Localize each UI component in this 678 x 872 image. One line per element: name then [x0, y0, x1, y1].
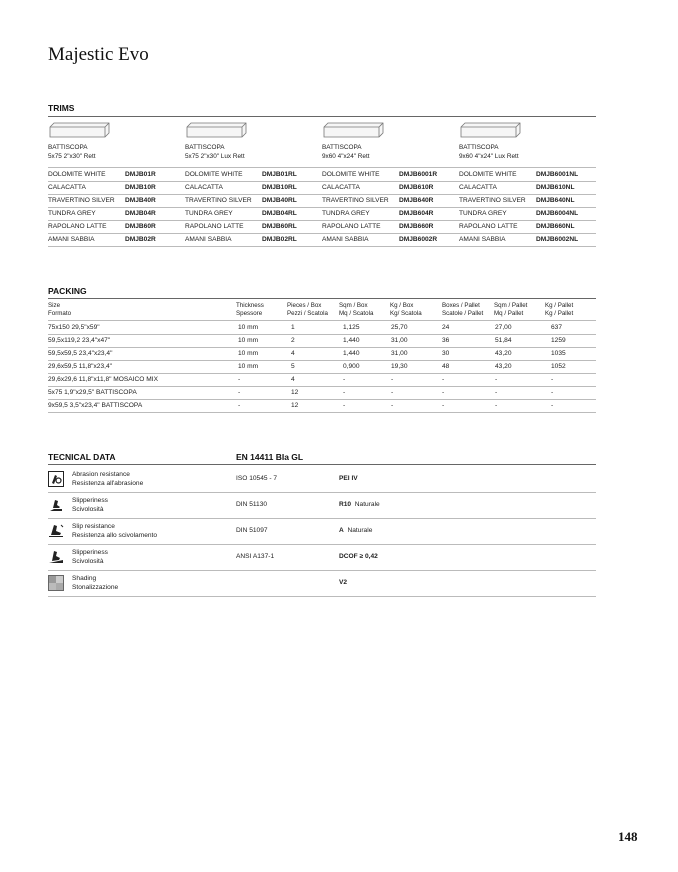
trim-row [48, 233, 596, 247]
trims-rule [48, 116, 596, 117]
tech-label-en: Slip resistance [72, 523, 115, 530]
trim-code: DMJB604R [399, 210, 434, 217]
trim-size: 5x75 2"x30" Lux Rett [185, 152, 245, 160]
header-en: Sqm / Box [339, 302, 368, 309]
trim-name: BATTISCOPA [322, 144, 362, 151]
packing-heading: PACKING [48, 286, 87, 296]
trim-profile-icon [186, 122, 246, 136]
abrasion-icon [48, 471, 64, 487]
packing-rule [48, 298, 596, 299]
tech-label-en: Slipperiness [72, 549, 108, 556]
packing-column-header [339, 302, 373, 318]
trim-color: TRAVERTINO SILVER [48, 197, 115, 204]
shading-icon [48, 575, 64, 591]
packing-cell: 4 [291, 350, 295, 357]
header-it: Pezzi / Scatola [287, 310, 328, 318]
packing-cell: 29,6x59,5 11,8"x23,4" [48, 363, 112, 370]
trim-color: CALACATTA [185, 184, 223, 191]
tech-value-main: V2 [339, 579, 348, 586]
trim-code: DMJB640NL [536, 197, 575, 204]
packing-cell: 31,00 [391, 350, 408, 357]
tech-label-it: Resistenza all'abrasione [72, 479, 144, 487]
tech-label-it: Scivolosità [72, 557, 104, 565]
trim-code: DMJB10R [125, 184, 156, 191]
packing-cell: 43,20 [495, 350, 512, 357]
trim-color: TRAVERTINO SILVER [322, 197, 389, 204]
tech-row [48, 466, 596, 493]
header-it: Mq / Scatola [339, 310, 374, 318]
packing-cell: 2 [291, 337, 295, 344]
trim-name: BATTISCOPA [48, 144, 88, 151]
tech-value-main: R10 [339, 501, 352, 508]
trim-color: AMANI SABBIA [322, 236, 369, 243]
packing-cell: - [495, 402, 498, 409]
trim-row [48, 220, 596, 234]
trim-color: CALACATTA [459, 184, 497, 191]
packing-cell: - [238, 402, 241, 409]
trim-code: DMJB6004NL [536, 210, 579, 217]
trim-color: RAPOLANO LATTE [322, 223, 381, 230]
tech-value-main: DCOF ≥ 0,42 [339, 553, 378, 560]
trim-column [48, 122, 185, 161]
trim-color: TRAVERTINO SILVER [459, 197, 526, 204]
tech-standard: EN 14411 BIa GL [236, 452, 304, 462]
packing-cell: - [442, 376, 445, 383]
packing-column-header [442, 302, 483, 318]
header-en: Kg / Box [390, 302, 414, 309]
packing-cell: - [442, 402, 445, 409]
packing-cell: 1,440 [343, 337, 360, 344]
tech-rule [48, 464, 596, 465]
packing-cell: 0,900 [343, 363, 360, 370]
slip-resistance-icon [48, 523, 64, 539]
trim-size: 9x60 4"x24" Lux Rett [459, 152, 519, 160]
packing-cell: 43,20 [495, 363, 512, 370]
tech-value [339, 527, 372, 534]
trim-color: RAPOLANO LATTE [48, 223, 107, 230]
trim-code: DMJB01RL [262, 171, 297, 178]
header-en: Boxes / Pallet [442, 302, 480, 309]
packing-row [48, 334, 596, 348]
trim-row [48, 207, 596, 221]
trim-profile-icon [323, 122, 383, 136]
tech-label-en: Shading [72, 575, 97, 582]
packing-row [48, 321, 596, 335]
trim-color: DOLOMITE WHITE [322, 171, 380, 178]
header-en: Thickness [236, 302, 264, 309]
trim-code: DMJB6001NL [536, 171, 579, 178]
tech-value-main: A [339, 527, 344, 534]
trim-color: DOLOMITE WHITE [48, 171, 106, 178]
packing-cell: - [238, 376, 241, 383]
packing-cell: 4 [291, 376, 295, 383]
trim-size: 5x75 2"x30" Rett [48, 152, 96, 160]
packing-cell: 1,440 [343, 350, 360, 357]
trim-color: TUNDRA GREY [322, 210, 370, 217]
packing-cell: - [551, 376, 554, 383]
packing-cell: 59,5x59,5 23,4"x23,4" [48, 350, 113, 357]
trim-color: TUNDRA GREY [459, 210, 507, 217]
packing-cell: 10 mm [238, 350, 259, 357]
header-en: Kg / Pallet [545, 302, 574, 309]
header-it: Formato [48, 310, 72, 318]
trim-code: DMJB6002NL [536, 236, 579, 243]
packing-cell: 1035 [551, 350, 566, 357]
trim-code: DMJB04R [125, 210, 156, 217]
trim-column [185, 122, 322, 161]
page-number: 148 [618, 829, 638, 844]
trim-code: DMJB40RL [262, 197, 297, 204]
header-it: Scatole / Pallet [442, 310, 484, 318]
packing-column-header [545, 302, 573, 318]
trim-code: DMJB60RL [262, 223, 297, 230]
tech-value-note: Naturale [354, 501, 380, 508]
header-it: Kg / Pallet [545, 310, 574, 318]
tech-norm: ISO 10545 - 7 [236, 475, 278, 482]
packing-cell: - [551, 389, 554, 396]
trims-heading: TRIMS [48, 103, 75, 113]
tech-value [339, 553, 381, 560]
tech-norm: DIN 51097 [236, 527, 268, 534]
trim-column [322, 122, 459, 161]
packing-column-header [390, 302, 422, 318]
packing-cell: - [343, 376, 346, 383]
packing-cell: 29,6x29,6 11,8"x11,8" MOSAICO MIX [48, 376, 158, 383]
header-it: Kg/ Scatola [390, 310, 422, 318]
packing-cell: 12 [291, 402, 299, 409]
packing-cell: - [442, 389, 445, 396]
tech-value [339, 579, 351, 586]
header-it: Spessore [236, 310, 263, 318]
tech-label-en: Abrasion resistance [72, 471, 130, 478]
packing-cell: - [343, 402, 346, 409]
tech-label-en: Slipperiness [72, 497, 108, 504]
packing-cell: 31,00 [391, 337, 408, 344]
trim-profile-icon [460, 122, 520, 136]
packing-cell: 1052 [551, 363, 566, 370]
packing-cell: - [391, 389, 394, 396]
packing-cell: 24 [442, 324, 450, 331]
tech-row [48, 544, 596, 571]
packing-column-header [48, 302, 71, 318]
packing-row [48, 347, 596, 361]
packing-cell: - [495, 389, 498, 396]
packing-cell: 10 mm [238, 363, 259, 370]
trim-code: DMJB10RL [262, 184, 297, 191]
packing-cell: 51,84 [495, 337, 512, 344]
trim-code: DMJB660R [399, 223, 434, 230]
trim-row [48, 168, 596, 182]
packing-cell: 10 mm [238, 324, 259, 331]
packing-cell: 637 [551, 324, 563, 331]
packing-cell: 5x75 1,9"x29,5" BATTISCOPA [48, 389, 137, 396]
tech-norm: ANSI A137-1 [236, 553, 275, 560]
packing-cell: - [238, 389, 241, 396]
slipperiness-icon [48, 549, 64, 565]
trim-color: CALACATTA [48, 184, 86, 191]
packing-cell: 48 [442, 363, 450, 370]
trim-color: RAPOLANO LATTE [459, 223, 518, 230]
packing-cell: 27,00 [495, 324, 512, 331]
packing-cell: 25,70 [391, 324, 408, 331]
page-title: Majestic Evo [48, 44, 149, 65]
tech-value [339, 475, 361, 482]
packing-cell: 1,125 [343, 324, 360, 331]
packing-cell: - [343, 389, 346, 396]
tech-label-it: Resistenza allo scivolamento [72, 531, 158, 539]
trim-color: RAPOLANO LATTE [185, 223, 244, 230]
packing-cell: - [495, 376, 498, 383]
tech-row [48, 492, 596, 519]
trim-code: DMJB02R [125, 236, 156, 243]
tech-value-note: Naturale [347, 527, 373, 534]
tech-heading: TECNICAL DATA [48, 452, 116, 462]
packing-cell: 59,5x119,2 23,4"x47" [48, 337, 111, 344]
packing-cell: - [391, 376, 394, 383]
packing-cell: 12 [291, 389, 299, 396]
trim-color: AMANI SABBIA [48, 236, 95, 243]
packing-column-header [287, 302, 328, 318]
trim-code: DMJB6001R [399, 171, 438, 178]
header-it: Mq / Pallet [494, 310, 524, 318]
packing-column-header [236, 302, 264, 318]
trim-color: AMANI SABBIA [459, 236, 506, 243]
packing-row [48, 373, 596, 387]
slip-icon [48, 497, 64, 513]
packing-cell: - [391, 402, 394, 409]
packing-cell: 19,30 [391, 363, 408, 370]
packing-cell: 75x150 29,5"x59" [48, 324, 100, 331]
packing-cell: 1259 [551, 337, 566, 344]
trim-color: DOLOMITE WHITE [185, 171, 243, 178]
trim-code: DMJB60R [125, 223, 156, 230]
packing-cell: 5 [291, 363, 295, 370]
tech-label-it: Stonalizzazione [72, 583, 119, 591]
trim-profile-icon [49, 122, 109, 136]
trim-color: DOLOMITE WHITE [459, 171, 517, 178]
trim-color: TUNDRA GREY [185, 210, 233, 217]
header-en: Sqm / Pallet [494, 302, 528, 309]
trim-code: DMJB6002R [399, 236, 438, 243]
header-en: Size [48, 302, 61, 309]
trim-color: TRAVERTINO SILVER [185, 197, 252, 204]
trim-code: DMJB610R [399, 184, 434, 191]
trim-column [459, 122, 596, 161]
tech-row [48, 518, 596, 545]
trim-row [48, 181, 596, 195]
packing-cell: 10 mm [238, 337, 259, 344]
trim-size: 9x60 4"x24" Rett [322, 152, 370, 160]
trim-name: BATTISCOPA [185, 144, 225, 151]
trim-code: DMJB01R [125, 171, 156, 178]
packing-row [48, 386, 596, 400]
trim-code: DMJB660NL [536, 223, 575, 230]
trim-code: DMJB02RL [262, 236, 297, 243]
trim-code: DMJB04RL [262, 210, 297, 217]
trim-code: DMJB610NL [536, 184, 575, 191]
packing-cell: 36 [442, 337, 450, 344]
tech-value-main: PEI IV [339, 475, 358, 482]
packing-cell: 9x59,5 3,5"x23,4" BATTISCOPA [48, 402, 143, 409]
packing-cell: 30 [442, 350, 450, 357]
packing-row [48, 399, 596, 413]
tech-label-it: Scivolosità [72, 505, 104, 513]
trim-code: DMJB40R [125, 197, 156, 204]
trim-color: AMANI SABBIA [185, 236, 232, 243]
trim-color: CALACATTA [322, 184, 360, 191]
trim-code: DMJB640R [399, 197, 434, 204]
trim-row [48, 194, 596, 208]
tech-value [339, 501, 380, 508]
tech-norm: DIN 51130 [236, 501, 268, 508]
packing-cell: 1 [291, 324, 295, 331]
tech-row [48, 570, 596, 597]
header-en: Pieces / Box [287, 302, 322, 309]
packing-cell: - [551, 402, 554, 409]
packing-column-header [494, 302, 527, 318]
trim-name: BATTISCOPA [459, 144, 499, 151]
trim-color: TUNDRA GREY [48, 210, 96, 217]
packing-row [48, 360, 596, 374]
